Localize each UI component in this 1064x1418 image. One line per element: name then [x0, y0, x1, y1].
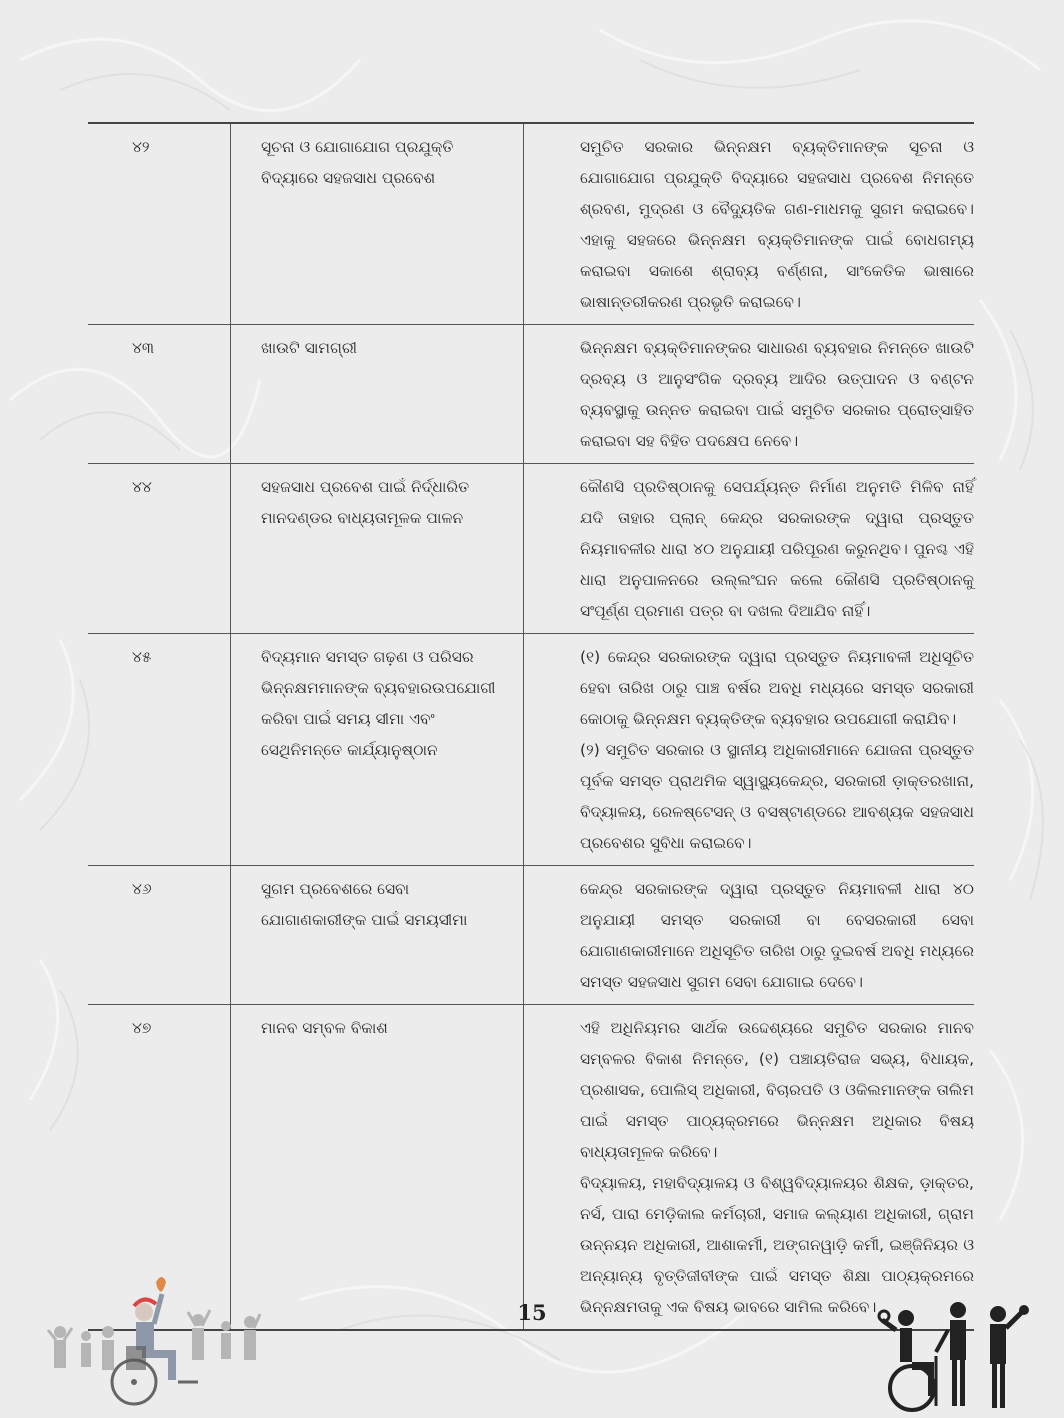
description-paragraph: କେନ୍ଦ୍ର ସରକାରଙ୍କ ଦ୍ୱାରା ପ୍ରସ୍ତୁତ ନିୟମାବଳୀ ଧାରା ୪୦ ଅନୁଯାୟୀ ସମସ୍ତ ସରକାରୀ ବା ବେସରକାରୀ ସେବା ଯୋଗାଣକାରୀମାନେ ଅଧିସୂଚିତ ତାରିଖ ଠାରୁ ଦୁଇବର୍ଷ ଅବଧି ମଧ୍ୟରେ ସମସ୍ତ ସହଜସାଧ ସୁଗମ ସେବା ଯୋଗାଇ ଦେବେ। [580, 880, 974, 991]
section-number: ୪୩ [88, 325, 231, 464]
description-paragraph: (୨) ସମୁଚିତ ସରକାର ଓ ସ୍ଥାନୀୟ ଅଧିକାରୀମାନେ ଯୋଜନା ପ୍ରସ୍ତୁତ ପୂର୍ବକ ସମସ୍ତ ପ୍ରାଥମିକ ସ୍ୱାସ୍ଥ୍ୟକେନ୍ଦ୍ର, ସରକାରୀ ଡ଼ାକ୍ତରଖାନା, ବିଦ୍ୟାଳୟ, ରେଳଷ୍ଟେସନ୍ ଓ ବସଷ୍ଟାଣ୍ଡରେ ଆବଶ୍ୟକ ସହଜସାଧ ପ୍ରବେଶର ସୁବିଧା କରାଇବେ। [580, 741, 974, 852]
section-topic: ସହଜସାଧ ପ୍ରବେଶ ପାଇଁ ନିର୍ଦ୍ଧାରିତ ମାନଦଣ୍ଡର ବାଧ୍ୟତାମୂଳକ ପାଳନ [231, 464, 524, 634]
section-description [524, 866, 975, 1005]
section-number: ୪୭ [88, 1005, 231, 1331]
section-topic: ବିଦ୍ୟମାନ ସମସ୍ତ ଗଢ଼ଣ ଓ ପରିସର ଭିନ୍ନକ୍ଷମମାନଙ୍କ ବ୍ୟବହାରଉପଯୋଗୀ କରିବା ପାଇଁ ସମୟ ସୀମା ଏବଂ ସେଥିନିମନ୍ତେ କାର୍ଯ୍ୟାନୁଷ୍ଠାନ [231, 634, 524, 866]
description-paragraph: (୧) କେନ୍ଦ୍ର ସରକାରଙ୍କ ଦ୍ୱାରା ପ୍ରସ୍ତୁତ ନିୟମାବଳୀ ଅଧିସୂଚିତ ହେବା ତାରିଖ ଠାରୁ ପାଞ୍ଚ ବର୍ଷର ଅବଧି ମଧ୍ୟରେ ସମସ୍ତ ସରକାରୀ କୋଠାକୁ ଭିନ୍ନକ୍ଷମ ବ୍ୟକ୍ତିଙ୍କ ବ୍ୟବହାର ଉପଯୋଗୀ କରାଯିବ। [580, 648, 974, 728]
table-row [88, 325, 974, 464]
section-number: ୪୪ [88, 464, 231, 634]
section-topic: ସୁଗମ ପ୍ରବେଶରେ ସେବା ଯୋଗାଣକାରୀଙ୍କ ପାଇଁ ସମୟସୀମା [231, 866, 524, 1005]
section-description [524, 464, 975, 634]
section-description [524, 634, 975, 866]
section-number: ୪୬ [88, 866, 231, 1005]
section-topic: ସୂଚନା ଓ ଯୋଗାଯୋଗ ପ୍ରଯୁକ୍ତି ବିଦ୍ୟାରେ ସହଜସାଧ ପ୍ରବେଶ [231, 123, 524, 325]
section-topic: ମାନବ ସମ୍ବଳ ବିକାଶ [231, 1005, 524, 1331]
crowd-wheelchair-illustration [38, 1270, 278, 1410]
table-row [88, 634, 974, 866]
description-paragraph: ଭିନ୍ନକ୍ଷମ ବ୍ୟକ୍ତିମାନଙ୍କର ସାଧାରଣ ବ୍ୟବହାର ନିମନ୍ତେ ଖାଉଟି ଦ୍ରବ୍ୟ ଓ ଆନୁସଂଗିକ ଦ୍ରବ୍ୟ ଆଦିର ଉତ୍ପାଦନ ଓ ବଣ୍ଟନ ବ୍ୟବସ୍ଥାକୁ ଉନ୍ନତ କରାଇବା ପାଇଁ ସମୁଚିତ ସରକାର ପ୍ରୋତ୍ସାହିତ କରାଇବା ସହ ବିହିତ ପଦକ୍ଷେପ ନେବେ। [580, 339, 974, 450]
section-topic: ଖାଉଟି ସାମଗ୍ରୀ [231, 325, 524, 464]
page-number: 15 [517, 1300, 547, 1325]
table-row [88, 123, 974, 325]
description-paragraph: ବିଦ୍ୟାଳୟ, ମହାବିଦ୍ୟାଳୟ ଓ ବିଶ୍ୱବିଦ୍ୟାଳୟର ଶିକ୍ଷକ, ଡ଼ାକ୍ତର, ନର୍ସ, ପାରା ମେଡ଼ିକାଲ କର୍ମଚାରୀ, ସମାଜ କଲ୍ୟାଣ ଅଧିକାରୀ, ଗ୍ରାମ ଉନ୍ନୟନ ଅଧିକାରୀ, ଆଶାକର୍ମୀ, ଅଙ୍ଗନୱାଡ଼ି କର୍ମୀ, ଇଞ୍ଜିନିୟର ଓ ଅନ୍ୟାନ୍ୟ ବୃତ୍ତିଜୀବୀଙ୍କ ପାଇଁ ସମସ୍ତ ଶିକ୍ଷା ପାଠ୍ୟକ୍ରମରେ ଭିନ୍ନକ୍ଷମତାକୁ ଏକ ବିଷୟ ଭାବରେ ସାମିଲ କରିବେ। [580, 1174, 974, 1316]
rights-table-container [88, 122, 974, 1331]
rights-provisions-table [88, 122, 974, 1331]
description-paragraph: ସମୁଚିତ ସରକାର ଭିନ୍ନକ୍ଷମ ବ୍ୟକ୍ତିମାନଙ୍କ ସୂଚନା ଓ ଯୋଗାଯୋଗ ପ୍ରଯୁକ୍ତି ବିଦ୍ୟାରେ ସହଜସାଧ ପ୍ରବେଶ ନିମନ୍ତେ ଶ୍ରବଣ, ମୁଦ୍ରଣ ଓ ବୈଦ୍ୟୁତିକ ଗଣ-ମାଧମକୁ ସୁଗମ କରାଇବେ। ଏହାକୁ ସହଜରେ ଭିନ୍ନକ୍ଷମ ବ୍ୟକ୍ତିମାନଙ୍କ ପାଇଁ ବୋଧଗମ୍ୟ କରାଇବା ସକାଶେ ଶ୍ରାବ୍ୟ ବର୍ଣ୍ଣନା, ସାଂକେତିକ ଭାଷାରେ ଭାଷାନ୍ତରୀକରଣ ପ୍ରଭୃତି କରାଇବେ। [580, 138, 974, 311]
inclusion-figures-icon [872, 1300, 1032, 1415]
section-description [524, 123, 975, 325]
section-number: ୪୫ [88, 634, 231, 866]
section-description [524, 325, 975, 464]
table-row [88, 464, 974, 634]
section-description [524, 1005, 975, 1331]
description-paragraph: ଏହି ଅଧିନିୟମର ସାର୍ଥକ ଉଦ୍ଦେଶ୍ୟରେ ସମୁଚିତ ସରକାର ମାନବ ସମ୍ବଳର ବିକାଶ ନିମନ୍ତେ, (୧) ପଞ୍ଚାୟତିରାଜ ସଭ୍ୟ, ବିଧାୟକ, ପ୍ରଶାସକ, ପୋଲିସ୍ ଅଧିକାରୀ, ବିଚାରପତି ଓ ଓକିଲମାନଙ୍କ ତାଲିମ ପାଇଁ ସମସ୍ତ ପାଠ୍ୟକ୍ରମରେ ଭିନ୍ନକ୍ଷମ ଅଧିକାର ବିଷୟ ବାଧ୍ୟତାମୂଳକ କରିବେ। [580, 1019, 974, 1161]
description-paragraph: କୌଣସି ପ୍ରତିଷ୍ଠାନକୁ ସେପର୍ଯ୍ୟନ୍ତ ନିର୍ମାଣ ଅନୁମତି ମିଳିବ ନାହିଁ ଯଦି ତାହାର ପ୍ଲାନ୍ କେନ୍ଦ୍ର ସରକାରଙ୍କ ଦ୍ୱାରା ପ୍ରସ୍ତୁତ ନିୟମାବଳୀର ଧାରା ୪୦ ଅନୁଯାୟୀ ପରିପୂରଣ କରୁନଥିବ। ପୁନଶ୍ଚ ଏହି ଧାରା ଅନୁପାଳନରେ ଉଲ୍ଲଂଘନ କଲେ କୌଣସି ପ୍ରତିଷ୍ଠାନକୁ ସଂପୂର୍ଣ୍ଣ ପ୍ରମାଣ ପତ୍ର ବା ଦଖଲ ଦିଆଯିବ ନାହିଁ। [580, 478, 974, 620]
table-row [88, 866, 974, 1005]
section-number: ୪୨ [88, 123, 231, 325]
